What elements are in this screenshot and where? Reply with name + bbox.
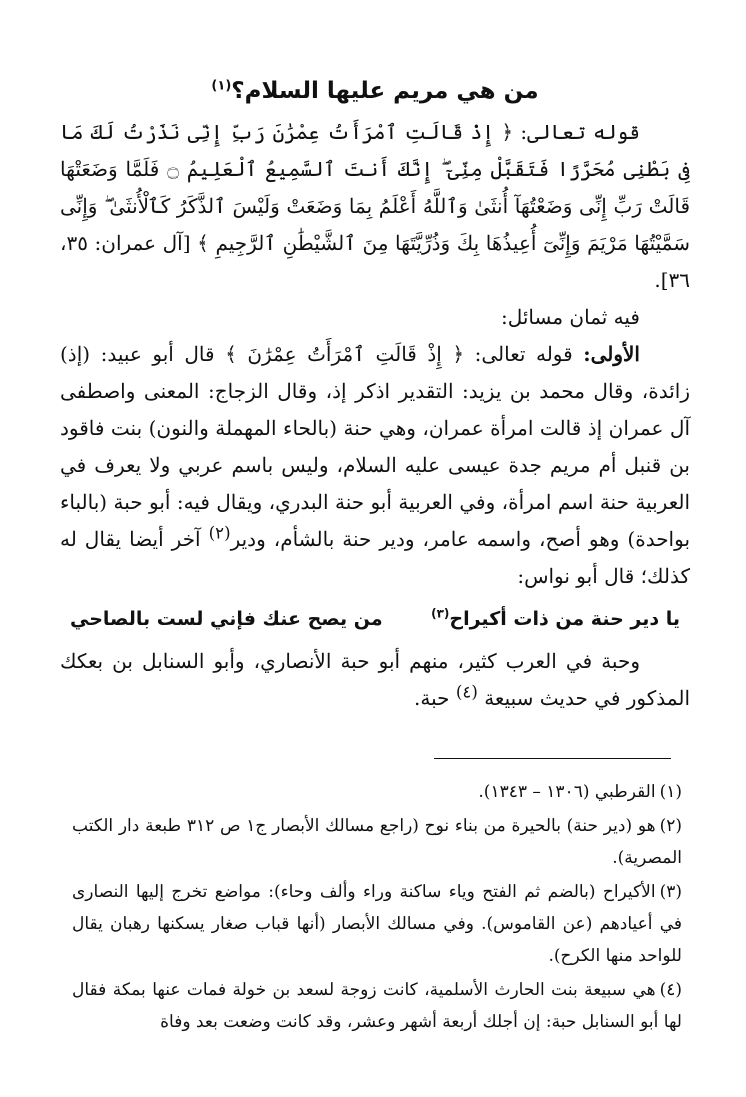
footnote-ref-3: (٣) bbox=[431, 606, 450, 621]
first-issue-text-end: آخر أيضا يقال له كذلك؛ قال أبو نواس: bbox=[60, 527, 690, 588]
footnote-1 bbox=[72, 776, 682, 808]
footnote-text: هي سبيعة بنت الحارث الأسلمية، كانت زوجة لسعد بن خولة فمات عنها بمكة فقال لها أبو السنابل حبة: إن أجلك أربعة أشهر وعشر، وقد كانت وضعت بعد وفاة bbox=[72, 980, 682, 1032]
poem-second-hemistich: من يصح عنك فإني لست بالصاحي bbox=[70, 608, 383, 630]
verse-paragraph bbox=[60, 114, 690, 299]
first-issue-verse: ﴿ إِذْ قَالَتِ ٱمْرَأَتُ عِمْرَٰنَ ﴾ bbox=[225, 342, 465, 366]
page-title bbox=[60, 78, 690, 104]
poem-right-text: يا دير حنة من ذات أكيراح bbox=[449, 608, 680, 630]
first-issue-paragraph bbox=[60, 336, 690, 595]
footnote-separator bbox=[434, 758, 671, 759]
footnotes bbox=[72, 776, 682, 1040]
after-poem-end: حبة. bbox=[414, 686, 450, 710]
footnote-number: (١) bbox=[659, 782, 682, 802]
footnote-number: (٣) bbox=[659, 882, 682, 902]
footnote-text: هو (دير حنة) بالحيرة من بناء نوح (راجع مسالك الأبصار ج١ ص ٣١٢ طبعة دار الكتب المصرية). bbox=[72, 816, 682, 868]
footnote-2 bbox=[72, 810, 682, 874]
footnote-3 bbox=[72, 876, 682, 972]
verse-intro: قوله تعالى: bbox=[520, 120, 640, 144]
issues-intro: فيه ثمان مسائل: bbox=[500, 305, 640, 329]
after-poem-text: وحبة في العرب كثير، منهم أبو حبة الأنصاري، وأبو السنابل بن بعكك المذكور في حديث سبيعة bbox=[60, 649, 690, 710]
footnote-number: (٤) bbox=[659, 980, 682, 1000]
main-text bbox=[60, 72, 690, 717]
verse-reference: [آل عمران: ٣٥، ٣٦]. bbox=[60, 231, 690, 292]
title-text: من هي مريم عليها السلام؟ bbox=[231, 78, 539, 104]
poem-verse bbox=[70, 599, 680, 639]
footnote-ref-2: (٢) bbox=[208, 523, 231, 543]
title-footnote-ref: (١) bbox=[211, 78, 232, 94]
after-poem-paragraph bbox=[60, 643, 690, 717]
first-issue-text: قال أبو عبيد: (إذ) زائدة، وقال محمد بن يزيد: التقدير اذكر إذ، وقال الزجاج: المعنى واصطفى آل عمران إذ قالت امرأة عمران، وهي حنة (بالحاء المهملة والنون) بنت فاقود بن قنبل أم مريم جدة عيسى عليه السلام، وليس باسم عربي ولا يعرف في العربية حنة اسم امرأة، وفي العربية أبو حنة البدري، ويقال فيه: أبو حبة (بالباء بواحدة) وهو أصح، واسمه عامر، ودير حنة بالشأم، ودير bbox=[60, 342, 691, 551]
footnote-text: الأكيراح (بالضم ثم الفتح وياء ساكنة وراء وألف وحاء): مواضع تخرج إليها النصارى في أعيادهم (عن القاموس). وفي مسالك الأبصار (أنها قباب صغار يسكنها رهبان يقال للواحد منها الكرح). bbox=[72, 882, 682, 966]
first-issue-intro: قوله تعالى: bbox=[474, 342, 573, 366]
poem-first-hemistich bbox=[431, 599, 680, 639]
footnote-text: القرطبي (١٣٠٦ – ١٣٤٣). bbox=[478, 782, 656, 802]
footnote-number: (٢) bbox=[659, 816, 682, 836]
first-issue-label: الأولى: bbox=[583, 342, 640, 366]
footnote-4 bbox=[72, 974, 682, 1038]
footnote-ref-4: (٤) bbox=[455, 682, 478, 702]
quran-verse: ﴿ إِذْ قَالَتِ ٱمْرَأَتُ عِمْرَٰنَ رَبِّ إِنِّى نَذَرْتُ لَكَ مَا فِى بَطْنِى مُحَرَّرًا فَتَقَبَّلْ مِنِّىٓ ۖ إِنَّكَ أَنتَ ٱلسَّمِيعُ ٱلْعَلِيمُ ۝ فَلَمَّا وَضَعَتْهَا قَالَتْ رَبِّ إِنِّى وَضَعْتُهَآ أُنثَىٰ وَٱللَّهُ أَعْلَمُ بِمَا وَضَعَتْ وَلَيْسَ ٱلذَّكَرُ كَٱلْأُنثَىٰ ۖ وَإِنِّى سَمَّيْتُهَا مَرْيَمَ وَإِنِّىٓ أُعِيذُهَا بِكَ وَذُرِّيَّتَهَا مِنَ ٱلشَّيْطَٰنِ ٱلرَّجِيمِ ﴾ bbox=[60, 120, 690, 255]
